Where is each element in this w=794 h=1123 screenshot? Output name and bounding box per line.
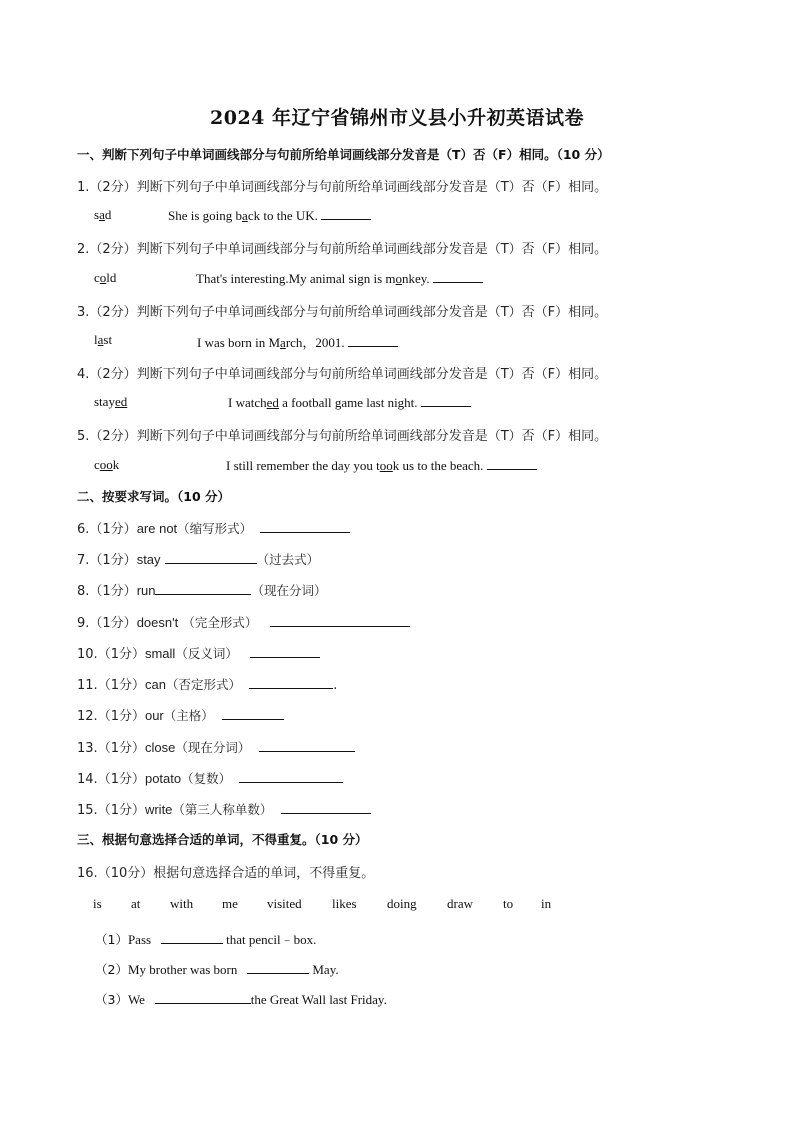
section-heading-2: 二、按要求写词。（10 分）	[77, 489, 230, 504]
answer-blank[interactable]	[239, 770, 343, 783]
answer-blank[interactable]	[259, 739, 355, 752]
phonics-word-3: last	[94, 332, 113, 347]
answer-blank[interactable]	[222, 707, 284, 720]
question-16: 16.（10分）根据句意选择合适的单词，不得重复。	[77, 866, 375, 881]
answer-blank[interactable]	[247, 961, 309, 974]
section-heading-1: 一、判断下列句子中单词画线部分与句前所给单词画线部分发音是（T）否（F）相同。（10 分）	[77, 147, 610, 162]
question-1	[77, 176, 607, 195]
subitem-1: （1）Pass that pencil﹣box.	[95, 932, 317, 947]
word-bank-item: visited	[267, 896, 302, 911]
answer-blank[interactable]	[260, 520, 350, 533]
answer-blank[interactable]	[155, 582, 251, 595]
question-15: 15.（1分）write（第三人称单数）	[77, 799, 371, 818]
phonics-word-5: cook	[94, 457, 120, 472]
word-bank-item: in	[541, 896, 552, 911]
answer-blank[interactable]	[161, 931, 223, 944]
answer-blank[interactable]	[281, 801, 371, 814]
question-11: 11.（1分）can（否定形式） .	[77, 677, 338, 693]
answer-blank[interactable]	[270, 614, 410, 627]
phonics-sentence-5: I still remember the day you took us to the beach.	[226, 457, 537, 474]
word-bank-item: draw	[447, 896, 473, 911]
phonics-sentence-1: She is going back to the UK.	[168, 207, 371, 224]
phonics-word-2: cold	[94, 270, 117, 285]
word-bank-item: with	[170, 896, 194, 911]
question-prompt: 判断下列句子中单词画线部分与句前所给单词画线部分发音是（T）否（F）相同。	[136, 180, 608, 195]
question-5: 5.（2分）判断下列句子中单词画线部分与句前所给单词画线部分发音是（T）否（F）相同。	[77, 429, 608, 444]
phonics-sentence-2: That's interesting.My animal sign is monkey.	[196, 270, 483, 287]
word-bank-item: is	[93, 896, 102, 911]
answer-blank[interactable]	[487, 457, 537, 470]
word-bank-item: doing	[387, 896, 417, 911]
word-bank-item: at	[131, 896, 141, 911]
question-4: 4.（2分）判断下列句子中单词画线部分与句前所给单词画线部分发音是（T）否（F）相同。	[77, 367, 608, 382]
answer-blank[interactable]	[421, 394, 471, 407]
question-3: 3.（2分）判断下列句子中单词画线部分与句前所给单词画线部分发音是（T）否（F）相同。	[77, 305, 608, 320]
word-bank-item: likes	[332, 896, 357, 911]
question-14: 14.（1分）potato（复数）	[77, 768, 343, 787]
question-9: 9.（1分）doesn't （完全形式）	[77, 612, 410, 631]
phonics-word-1: sad	[94, 207, 112, 222]
answer-blank[interactable]	[348, 334, 398, 347]
question-13: 13.（1分）close（现在分词）	[77, 737, 355, 756]
answer-blank[interactable]	[165, 551, 257, 564]
question-number: 1.	[77, 180, 90, 195]
question-8: 8.（1分）run （现在分词）	[77, 583, 327, 599]
question-6: 6.（1分）are not（缩写形式）	[77, 518, 350, 537]
phonics-sentence-4: I watched a football game last night.	[228, 394, 471, 411]
phonics-word-4: stayed	[94, 394, 128, 409]
answer-blank[interactable]	[250, 645, 320, 658]
phonics-sentence-3: I was born in March，2001.	[197, 332, 398, 351]
subitem-2: （2）My brother was born May.	[95, 962, 339, 977]
answer-blank[interactable]	[433, 270, 483, 283]
question-2: 2.（2分）判断下列句子中单词画线部分与句前所给单词画线部分发音是（T）否（F）相同。	[77, 242, 608, 257]
question-12: 12.（1分）our（主格）	[77, 705, 284, 724]
answer-blank[interactable]	[321, 207, 371, 220]
section-heading-3: 三、根据句意选择合适的单词，不得重复。（10 分）	[77, 832, 368, 847]
page-title: 2024 年辽宁省锦州市义县小升初英语试卷	[210, 107, 584, 129]
question-10: 10.（1分）small（反义词）	[77, 643, 320, 662]
answer-blank[interactable]	[155, 991, 251, 1004]
question-7: 7.（1分）stay （过去式）	[77, 552, 320, 568]
question-score: （2分）	[89, 180, 137, 195]
subitem-3: （3）We the Great Wall last Friday.	[95, 992, 387, 1007]
word-bank-item: me	[222, 896, 238, 911]
answer-blank[interactable]	[249, 676, 333, 689]
word-bank-item: to	[503, 896, 514, 911]
